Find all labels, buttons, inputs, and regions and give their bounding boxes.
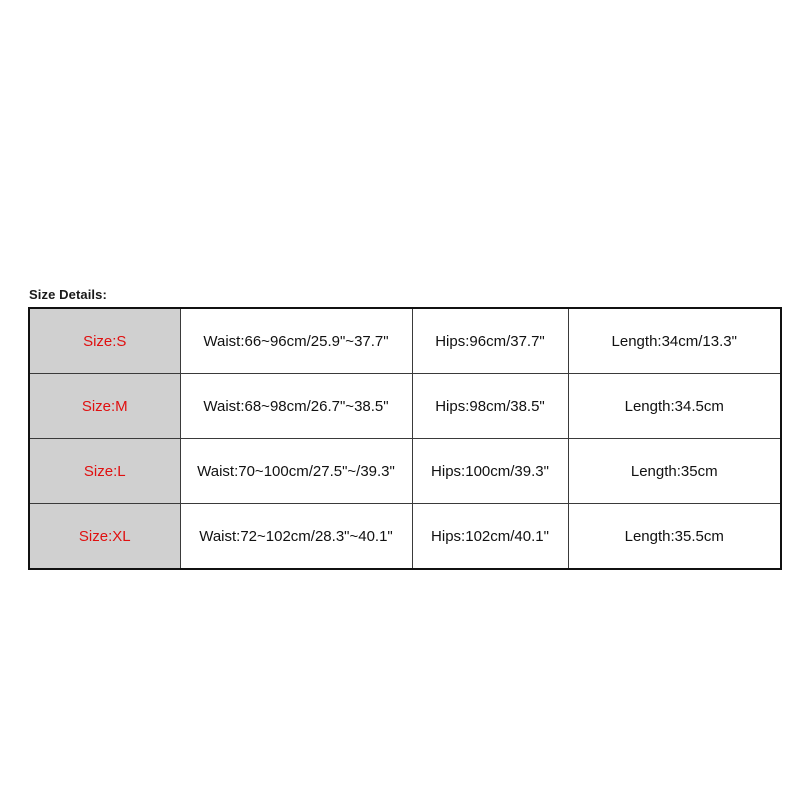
hips-value: Hips:100cm/39.3" bbox=[412, 439, 568, 504]
waist-value: Waist:70~100cm/27.5"~/39.3" bbox=[180, 439, 412, 504]
length-value: Length:35cm bbox=[568, 439, 781, 504]
table-row bbox=[29, 439, 781, 504]
size-chart-table bbox=[28, 307, 782, 570]
hips-value: Hips:96cm/37.7" bbox=[412, 308, 568, 374]
size-label: Size:M bbox=[29, 374, 180, 439]
waist-value: Waist:66~96cm/25.9"~37.7" bbox=[180, 308, 412, 374]
length-value: Length:34cm/13.3" bbox=[568, 308, 781, 374]
hips-value: Hips:102cm/40.1" bbox=[412, 504, 568, 570]
hips-value: Hips:98cm/38.5" bbox=[412, 374, 568, 439]
size-label: Size:XL bbox=[29, 504, 180, 570]
length-value: Length:35.5cm bbox=[568, 504, 781, 570]
waist-value: Waist:72~102cm/28.3"~40.1" bbox=[180, 504, 412, 570]
table-row bbox=[29, 374, 781, 439]
table-row bbox=[29, 308, 781, 374]
length-value: Length:34.5cm bbox=[568, 374, 781, 439]
waist-value: Waist:68~98cm/26.7"~38.5" bbox=[180, 374, 412, 439]
size-label: Size:S bbox=[29, 308, 180, 374]
size-label: Size:L bbox=[29, 439, 180, 504]
table-row bbox=[29, 504, 781, 570]
size-details-heading: Size Details: bbox=[29, 287, 107, 302]
